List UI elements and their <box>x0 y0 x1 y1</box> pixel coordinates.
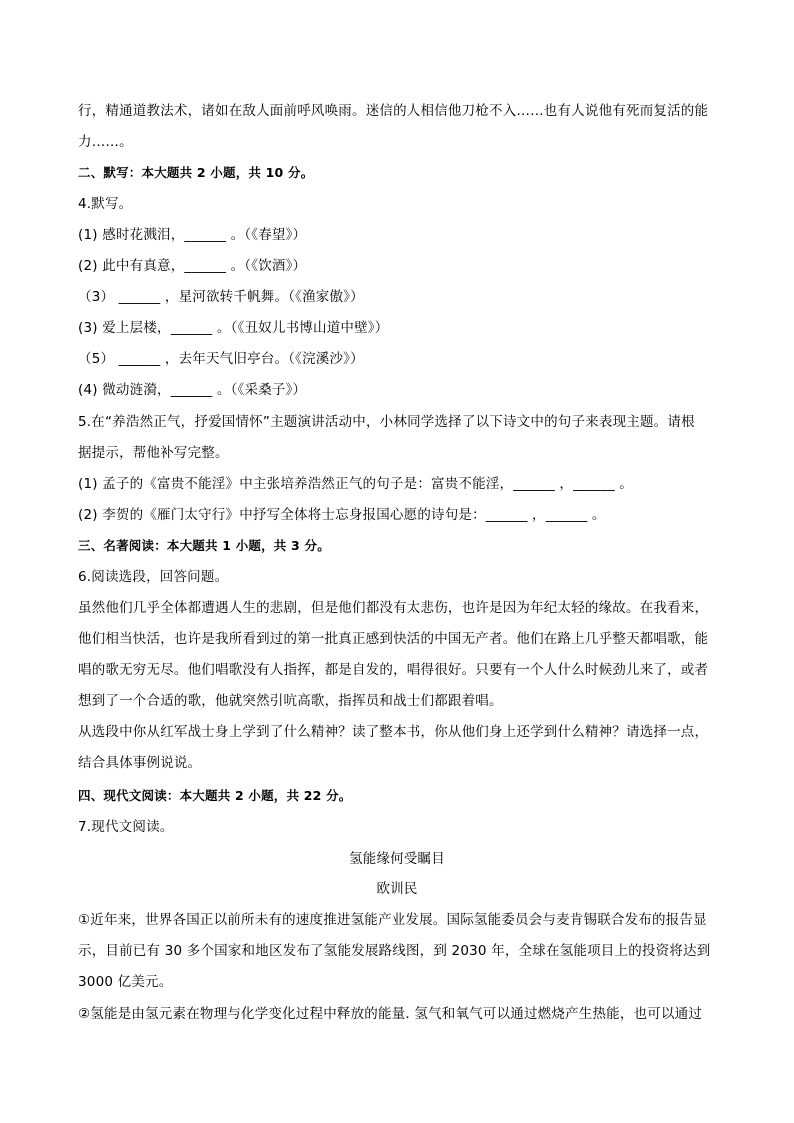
excerpt-line: 虽然他们几乎全体都遭遇人生的悲剧，但是他们都没有太悲伤，也许是因为年纪太轻的缘故。在我看来， <box>78 600 709 616</box>
section-heading-dictation: 二、默写：本大题共 2 小题，共 10 分。 <box>78 165 314 180</box>
question-4-item: （5） ______ ，去年天气旧亭台。（《浣溪沙》） <box>78 351 364 367</box>
question-5-item: (1) 孟子的《富贵不能淫》中主张培养浩然正气的句子是：富贵不能淫，______ ，______ 。 <box>78 476 633 492</box>
question-4-title: 4.默写。 <box>78 196 133 212</box>
question-5-title: 据提示，帮他补写完整。 <box>78 445 229 461</box>
article-author: 欧训民 <box>376 881 418 897</box>
article-paragraph-line: 示，目前已有 30 多个国家和地区发布了氢能发展路线图，到 2030 年，全球在氢能项目上的投资将达到 <box>78 943 711 959</box>
question-4-item: (1) 感时花溅泪，______ 。（《春望》） <box>78 227 307 243</box>
section-heading-modern-reading: 四、现代文阅读：本大题共 2 小题，共 22 分。 <box>78 788 352 803</box>
question-4-item: (2) 此中有真意，______ 。（《饮酒》） <box>78 258 307 274</box>
question-4-item: (4) 微动涟漪，______ 。（《采桑子》） <box>78 382 307 398</box>
article-paragraph-line: 3000 亿美元。 <box>78 974 173 990</box>
passage-continuation-line: 行，精通道教法术，诸如在敌人面前呼风唤雨。迷信的人相信他刀枪不入……也有人说他有死而复活的能 <box>78 103 709 119</box>
article-paragraph-line: ②氢能是由氢元素在物理与化学变化过程中释放的能量. 氢气和氧气可以通过燃烧产生热能，也可以通过 <box>78 1006 703 1022</box>
excerpt-line: 想到了一个合适的歌，他就突然引吭高歌，指挥员和战士们都跟着唱。 <box>78 693 503 709</box>
excerpt-line: 唱的歌无穷无尽。他们唱歌没有人指挥，都是自发的，唱得很好。只要有一个人什么时候劲儿来了，或者 <box>78 662 709 678</box>
question-5-title: 5.在“养浩然正气，抒爱国情怀”主题演讲活动中，小林同学选择了以下诗文中的句子来表现主题。请根 <box>78 414 695 430</box>
question-7-title: 7.现代文阅读。 <box>78 819 174 835</box>
article-title: 氢能缘何受瞩目 <box>349 851 445 867</box>
excerpt-line: 他们相当快活，也许是我所看到过的第一批真正感到快活的中国无产者。他们在路上几乎整天都唱歌，能 <box>78 631 709 647</box>
question-4-item: （3） ______ ，星河欲转千帆舞。（《渔家傲》） <box>78 289 364 305</box>
question-4-item: (3) 爱上层楼，______ 。（《丑奴儿书博山道中壁》） <box>78 320 389 336</box>
question-6-prompt: 从选段中你从红军战士身上学到了什么精神？读了整本书，你从他们身上还学到什么精神？请选择一点， <box>78 724 709 740</box>
question-5-item: (2) 李贺的《雁门太守行》中抒写全体将士忘身报国心愿的诗句是：______ ，______ 。 <box>78 507 606 523</box>
article-paragraph-line: ①近年来，世界各国正以前所未有的速度推进氢能产业发展。国际氢能委员会与麦肯锡联合发布的报告显 <box>78 912 707 928</box>
question-6-title: 6.阅读选段，回答问题。 <box>78 569 229 585</box>
question-6-prompt: 结合具体事例说说。 <box>78 755 202 771</box>
passage-continuation-line: 力……。 <box>78 134 133 150</box>
section-heading-classics: 三、名著阅读：本大题共 1 小题，共 3 分。 <box>78 538 330 553</box>
